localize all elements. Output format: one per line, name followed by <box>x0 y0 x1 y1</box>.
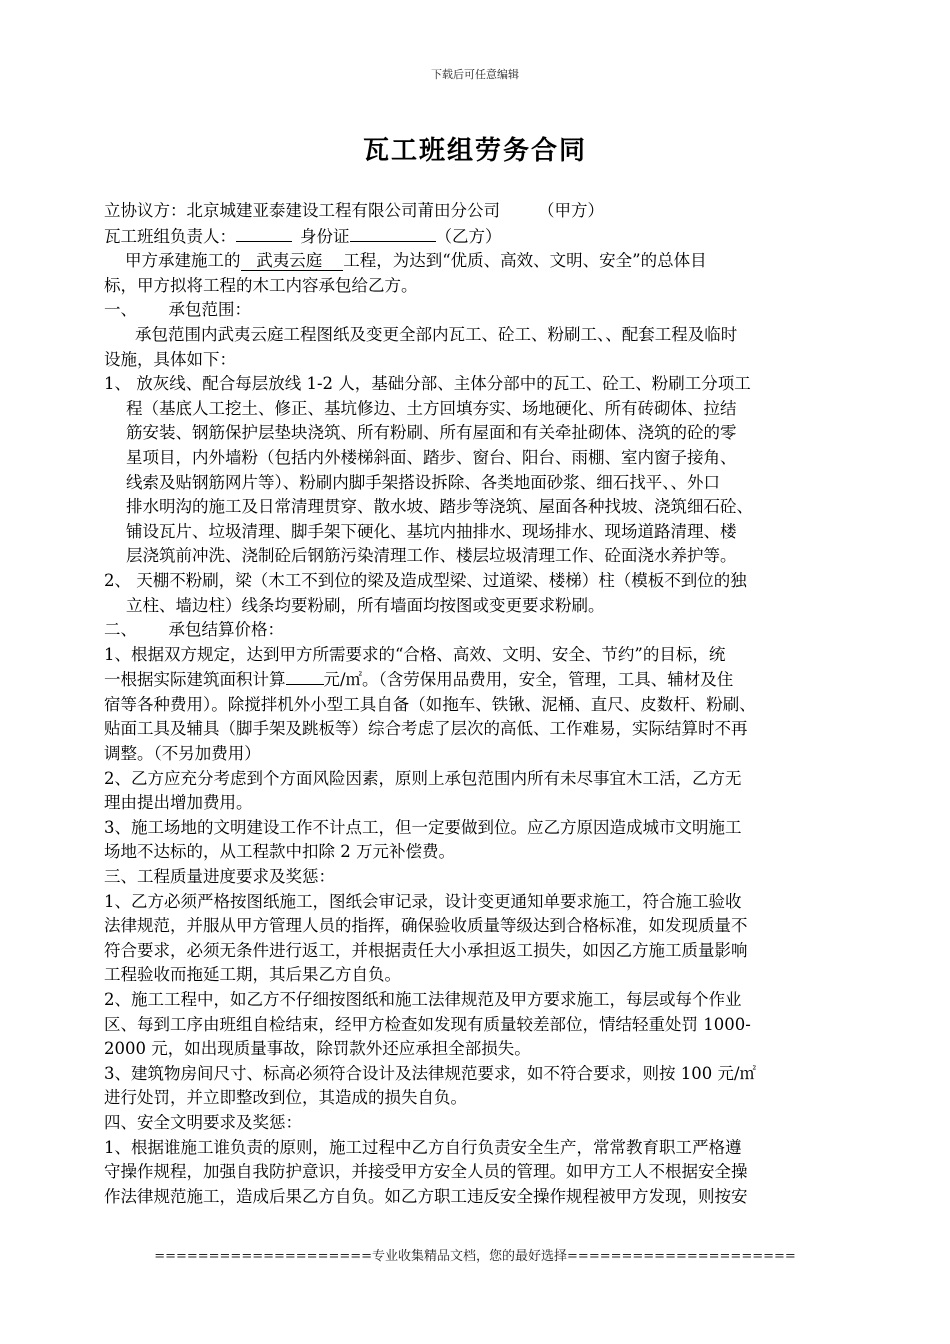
section-4-title: 四、安全文明要求及奖惩： <box>104 1112 302 1132</box>
party-b-label: 瓦工班组负责人： <box>104 226 236 246</box>
intro-pre: 甲方承建施工的 <box>125 251 241 271</box>
s4-p1-line-2: 守操作规程，加强自我防护意识，并接受甲方安全人员的管理。如甲方工人不根据安全操 <box>104 1162 748 1182</box>
item-1-line-5: 线索及贴钢筋网片等）、粉刷内脚手架搭设拆除、各类地面砂浆、细石找平、、外口 <box>126 472 720 492</box>
s2-p1-line-1: 1、根据双方规定，达到甲方所需要求的“合格、高效、文明、安全、节约”的目标，统 <box>104 644 726 664</box>
s2-p2-line-2: 理由提出增加费用。 <box>104 793 253 813</box>
section-3-title: 三、工程质量进度要求及奖惩： <box>104 867 335 887</box>
section-1-title: 一、 承包范围： <box>104 300 251 320</box>
sec1-para-line-2: 设施，具体如下： <box>104 349 236 369</box>
party-a-line <box>104 199 856 224</box>
party-b-line <box>104 224 856 250</box>
s2-p3-line-1: 3、施工场地的文明建设工作不计点工，但一定要做到位。应乙方原因造成城市文明施工 <box>104 817 742 837</box>
item-1-line-6: 排水明沟的施工及日常清理贯穿、散水坡、踏步等浇筑、屋面各种找坡、浇筑细石砼、 <box>126 497 753 517</box>
s4-p1-line-1: 1、根据谁施工谁负责的原则，施工过程中乙方自行负责安全生产，常常教育职工严格遵 <box>104 1137 742 1157</box>
contract-body <box>104 199 856 1209</box>
intro-line-2: 标，甲方拟将工程的木工内容承包给乙方。 <box>104 275 418 295</box>
party-a-text: 立协议方：北京城建亚泰建设工程有限公司莆田分公司 <box>104 201 500 220</box>
party-b-tag: （乙方） <box>435 226 502 246</box>
item-1-line-1: 1、 放灰线、配合每层放线 1-2 人，基础分部、主体分部中的瓦工、砼工、粉刷工分项工 <box>104 374 751 394</box>
s3-p1-line-4: 工程验收而拖延工期，其后果乙方自负。 <box>104 965 401 985</box>
party-b-id-blank <box>350 224 436 242</box>
item-2-line-2: 立柱、墙边柱）线条均要粉刷，所有墙面均按图或变更要求粉刷。 <box>126 595 605 615</box>
s3-p1-line-3: 符合要求，必须无条件进行返工，并根据责任大小承担返工损失，如因乙方施工质量影响 <box>104 940 748 960</box>
s3-p3-line-2: 进行处罚，并立即整改到位，其造成的损失自负。 <box>104 1088 467 1108</box>
intro-line-1 <box>104 249 856 274</box>
s3-p1-line-2: 法律规范，并服从甲方管理人员的指挥，确保验收质量等级达到合格标准，如发现质量不 <box>104 916 748 936</box>
s4-p1-line-3: 作法律规范施工，造成后果乙方自负。如乙方职工违反安全操作规程被甲方发现，则按安 <box>104 1186 748 1206</box>
s2-p1-line-5: 调整。（不另加费用） <box>104 744 261 764</box>
s2-p1-line-3: 宿等各种费用）。除搅拌机外小型工具自备（如拖车、铁锹、泥桶、直尺、皮数杆、粉刷、 <box>104 694 756 714</box>
price-blank <box>286 667 324 685</box>
item-1-line-7: 铺设瓦片、垃圾清理、脚手架下硬化、基坑内抽排水、现场排水、现场道路清理、楼 <box>126 521 737 541</box>
page-footer: ====================专业收集精品文档，您的最好选择===================== <box>154 1249 796 1264</box>
party-a-tag: （甲方） <box>538 201 604 220</box>
project-name: 武夷云庭 <box>241 251 344 271</box>
sec1-para-line-1: 承包范围内武夷云庭工程图纸及变更全部内瓦工、砼工、粉刷工、、配套工程及临时 <box>135 324 738 344</box>
s3-p2-line-1: 2、施工工程中，如乙方不仔细按图纸和施工法律规范及甲方要求施工，每层或每个作业 <box>104 990 742 1009</box>
s2-p1-pre: 一根据实际建筑面积计算 <box>104 670 286 690</box>
s2-p1-line-4: 贴面工具及辅具（脚手架及跳板等）综合考虑了层次的高低、工作难易，实际结算时不再 <box>104 719 748 739</box>
party-b-id-label: 身份证 <box>300 226 350 246</box>
item-2-line-1: 2、 天棚不粉刷，梁（木工不到位的梁及造成型梁、过道梁、楼梯）柱（模板不到位的独 <box>104 570 747 590</box>
document-title: 瓦工班组劳务合同 <box>362 136 587 166</box>
s2-p2-line-1: 2、乙方应充分考虑到个方面风险因素，原则上承包范围内所有未尽事宜木工活，乙方无 <box>104 768 742 788</box>
item-1-line-8: 层浇筑前冲洗、浇制砼后钢筋污染清理工作、楼层垃圾清理工作、砼面浇水养护等。 <box>126 546 737 566</box>
header-note: 下载后可任意编辑 <box>431 68 519 81</box>
s2-p3-line-2: 场地不达标的，从工程款中扣除 2 万元补偿费。 <box>104 842 455 862</box>
s3-p3-line-1: 3、建筑物房间尺寸、标高必须符合设计及法律规范要求，如不符合要求，则按 100 元/㎡ <box>104 1063 757 1083</box>
s2-p1-line-2 <box>104 667 856 693</box>
party-b-name-blank <box>236 224 292 242</box>
section-2-title: 二、 承包结算价格： <box>104 620 284 640</box>
s3-p2-line-2: 区、每到工序由班组自检结束，经甲方检查如发现有质量较差部位，情结轻重处罚 1000- <box>104 1014 751 1034</box>
s2-p1-post: 元/㎡。（含劳保用品费用，安全，管理，工具、辅材及住 <box>323 670 734 690</box>
item-1-line-4: 星项目，内外墙粉（包括内外楼梯斜面、踏步、窗台、阳台、雨棚、室内窗子接角、 <box>126 447 737 467</box>
s3-p2-line-3: 2000 元，如出现质量事故，除罚款外还应承担全部损失。 <box>104 1039 531 1059</box>
s3-p1-line-1: 1、乙方必须严格按图纸施工，图纸会审记录，设计变更通知单要求施工，符合施工验收 <box>104 891 742 911</box>
item-1-line-3: 筋安装、钢筋保护层垫块浇筑、所有粉刷、所有屋面和有关牵扯砌体、浇筑的砼的零 <box>126 423 737 443</box>
intro-post: 工程，为达到“优质、高效、文明、安全”的总体目 <box>343 251 707 271</box>
item-1-line-2: 程（基底人工挖土、修正、基坑修边、土方回填夯实、场地硬化、所有砖砌体、拉结 <box>126 398 737 418</box>
